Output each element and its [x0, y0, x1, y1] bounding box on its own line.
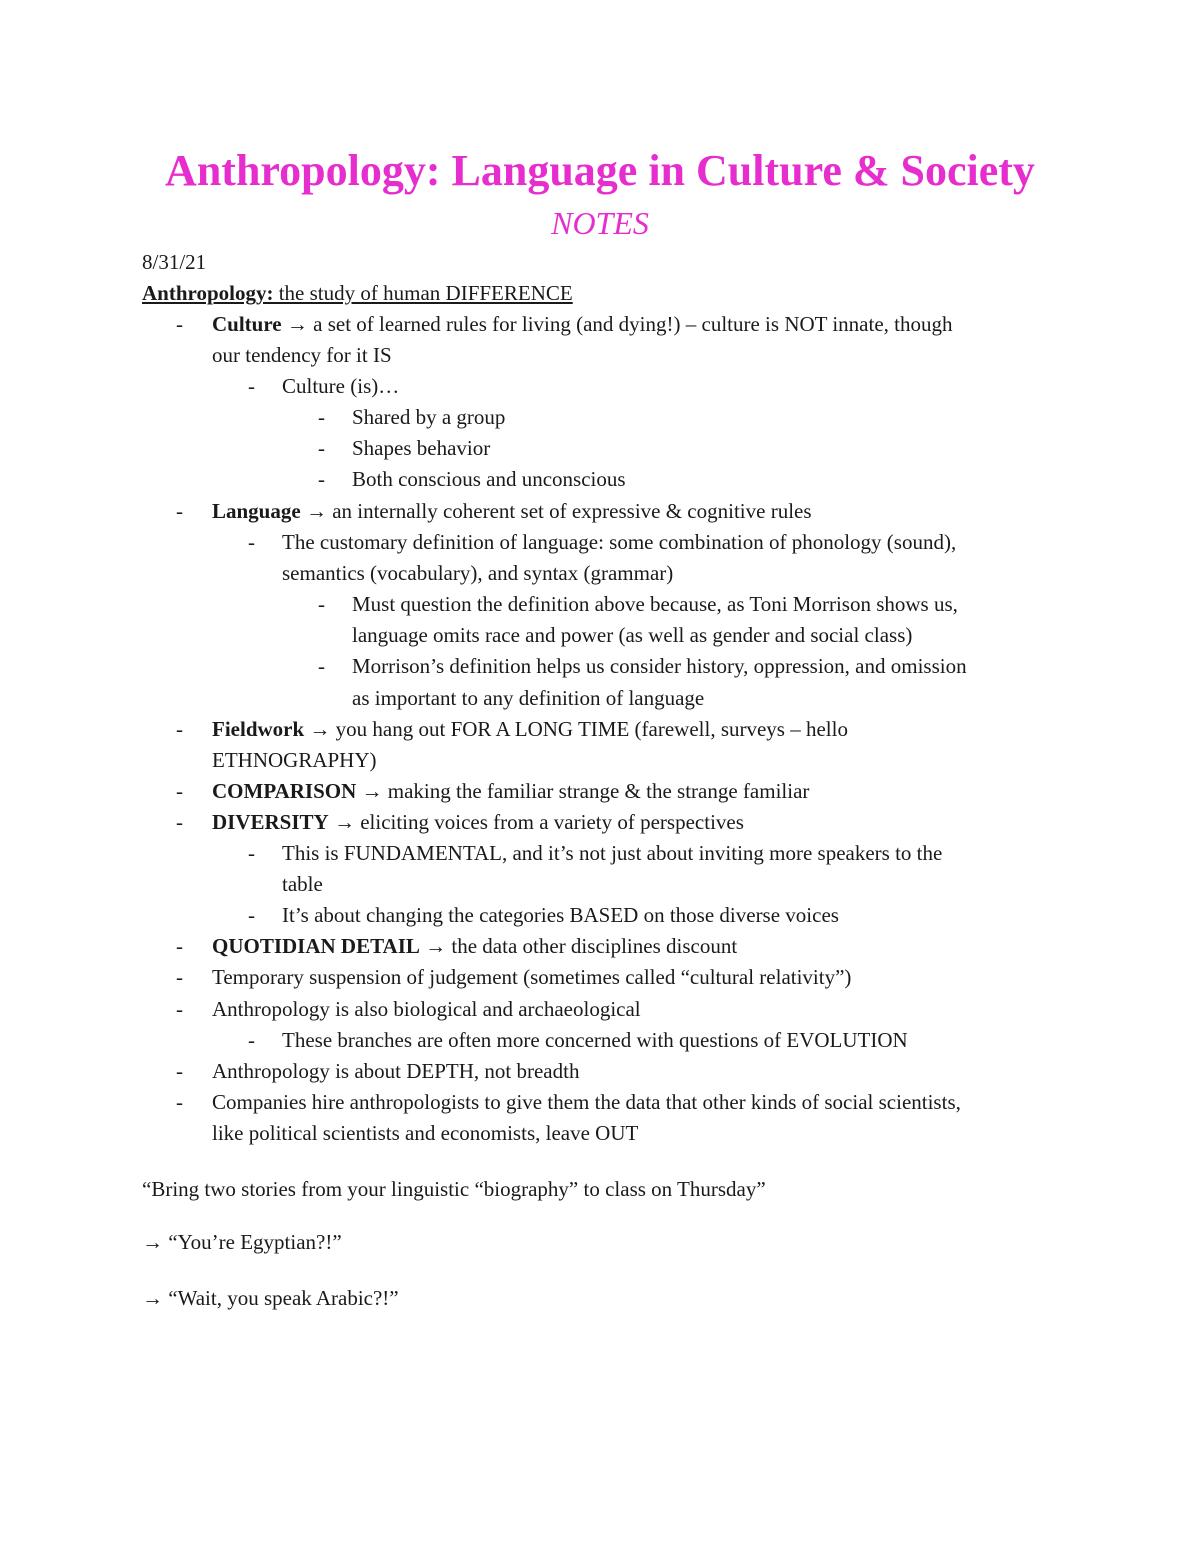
heading-line	[142, 278, 573, 309]
language-term: Language	[212, 499, 301, 523]
comparison-text: → making the familiar strange & the strange familiar	[356, 779, 810, 803]
list-item-companies: Companies hire anthropologists to give them the data that other kinds of social scientists,	[212, 1090, 961, 1114]
bullet-dash: -	[176, 1059, 183, 1083]
fieldwork-line2: ETHNOGRAPHY)	[212, 748, 377, 772]
list-item-language	[212, 496, 812, 527]
bullet-dash: -	[318, 654, 325, 678]
quote-egyptian: → “You’re Egyptian?!”	[142, 1230, 342, 1254]
bullet-dash: -	[176, 1090, 183, 1114]
customary-line2: semantics (vocabulary), and syntax (grammar)	[282, 561, 674, 585]
bullet-dash: -	[318, 436, 325, 460]
bullet-dash: -	[318, 467, 325, 491]
bullet-dash: -	[176, 499, 183, 523]
fieldwork-term: Fieldwork	[212, 717, 305, 741]
list-item-morrison: Morrison’s definition helps us consider history, oppression, and omission	[352, 654, 967, 678]
list-item-customary: The customary definition of language: some combination of phonology (sound),	[282, 530, 957, 554]
must-line2: language omits race and power (as well as gender and social class)	[352, 623, 913, 647]
list-item-biological: Anthropology is also biological and archaeological	[212, 997, 641, 1021]
language-text: → an internally coherent set of expressive & cognitive rules	[300, 499, 812, 523]
quote-bring: “Bring two stories from your linguistic “biography” to class on Thursday”	[142, 1177, 766, 1201]
list-item-must: Must question the definition above because, as Toni Morrison shows us,	[352, 592, 958, 616]
bullet-dash: -	[176, 717, 183, 741]
bullet-dash: -	[176, 779, 183, 803]
list-item-culture	[212, 309, 953, 340]
note-date: 8/31/21	[142, 250, 207, 274]
bullet-dash: -	[318, 592, 325, 616]
heading-term-text	[142, 281, 573, 305]
bullet-dash: -	[176, 997, 183, 1021]
quotidian-term: QUOTIDIAN DETAIL	[212, 934, 420, 958]
list-item-diversity	[212, 807, 744, 838]
quotidian-text: → the data other disciplines discount	[419, 934, 738, 958]
list-item-changing: It’s about changing the categories BASED on those diverse voices	[282, 903, 839, 927]
bullet-dash: -	[248, 530, 255, 554]
bullet-dash: -	[176, 810, 183, 834]
list-item-both: Both conscious and unconscious	[352, 467, 626, 491]
culture-term: Culture	[212, 312, 282, 336]
list-item-comparison	[212, 776, 809, 807]
list-item-shared: Shared by a group	[352, 405, 506, 429]
culture-text: → a set of learned rules for living (and dying!) – culture is NOT innate, though	[281, 312, 953, 336]
bullet-dash: -	[248, 374, 255, 398]
companies-line2: like political scientists and economists, leave OUT	[212, 1121, 639, 1145]
heading-term: Anthropology:	[142, 281, 274, 305]
diversity-term: DIVERSITY	[212, 810, 329, 834]
bullet-dash: -	[318, 405, 325, 429]
bullet-dash: -	[176, 312, 183, 336]
document-title: Anthropology: Language in Culture & Society	[165, 146, 1035, 195]
fundamental-line2: table	[282, 872, 323, 896]
heading-text: the study of human DIFFERENCE	[273, 281, 573, 305]
bullet-dash: -	[176, 965, 183, 989]
list-item-branches: These branches are often more concerned with questions of EVOLUTION	[282, 1028, 908, 1052]
list-item-culture-is: Culture (is)…	[282, 374, 400, 398]
list-item-temporary: Temporary suspension of judgement (sometimes called “cultural relativity”)	[212, 965, 852, 989]
culture-text-line2: our tendency for it IS	[212, 343, 392, 367]
quote-arabic: → “Wait, you speak Arabic?!”	[142, 1286, 399, 1310]
list-item-quotidian	[212, 931, 737, 962]
fieldwork-text: → you hang out FOR A LONG TIME (farewell, surveys – hello	[304, 717, 848, 741]
bullet-dash: -	[248, 903, 255, 927]
list-item-depth: Anthropology is about DEPTH, not breadth	[212, 1059, 580, 1083]
morrison-line2: as important to any definition of language	[352, 686, 705, 710]
comparison-term: COMPARISON	[212, 779, 357, 803]
list-item-fundamental: This is FUNDAMENTAL, and it’s not just about inviting more speakers to the	[282, 841, 943, 865]
bullet-dash: -	[248, 1028, 255, 1052]
bullet-dash: -	[248, 841, 255, 865]
diversity-text: → eliciting voices from a variety of perspectives	[328, 810, 744, 834]
document-subtitle: NOTES	[551, 205, 649, 241]
list-item-fieldwork	[212, 714, 848, 745]
bullet-dash: -	[176, 934, 183, 958]
list-item-shapes: Shapes behavior	[352, 436, 491, 460]
